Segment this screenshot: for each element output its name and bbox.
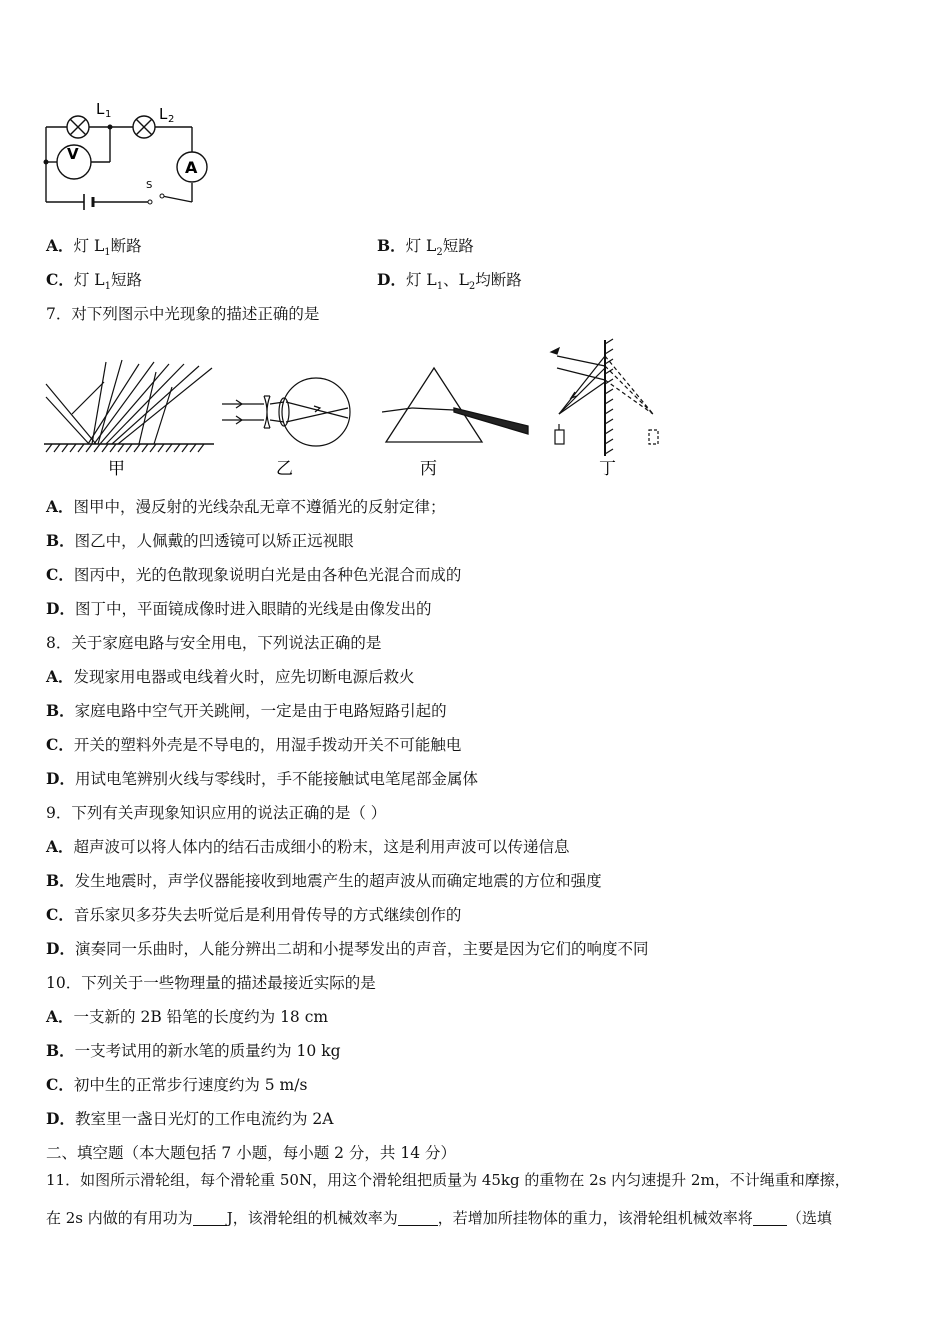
fig-caption-yi: 乙 [276, 459, 293, 479]
q9-option-c: C．音乐家贝多芬失去听觉后是利用骨传导的方式继续创作的 [46, 905, 462, 924]
ammeter-label: A [185, 158, 198, 177]
switch-label: S [146, 180, 153, 191]
q8-option-d: D．用试电笔辨别火线与零线时，手不能接触试电笔尾部金属体 [46, 769, 478, 788]
fig-caption-bing: 丙 [420, 459, 437, 479]
lamp-l2-label: L [159, 105, 168, 123]
q9-option-b: B．发生地震时，声学仪器能接收到地震产生的超声波从而确定地震的方位和强度 [46, 871, 602, 890]
q8-option-b: B．家庭电路中空气开关跳闸，一定是由于电路短路引起的 [46, 701, 447, 720]
q8-stem: 8．关于家庭电路与安全用电，下列说法正确的是 [46, 634, 382, 652]
section-title: 二、填空题（本大题包括 7 小题，每小题 2 分，共 14 分） [46, 1144, 457, 1162]
fig-caption-ding: 丁 [599, 459, 616, 479]
q7-option-c: C．图丙中，光的色散现象说明白光是由各种色光混合而成的 [46, 565, 462, 584]
q7-option-a: A．图甲中，漫反射的光线杂乱无章不遵循光的反射定律； [46, 497, 446, 516]
blank-efficiency-change[interactable] [753, 1209, 787, 1226]
q11-line1: 11．如图所示滑轮组，每个滑轮重 50N，用这个滑轮组把质量为 45kg 的重物在 2s 内匀速提升 2m，不计绳重和摩擦， [46, 1171, 850, 1189]
q9-option-a: A．超声波可以将人体内的结石击成细小的粉末，这是利用声波可以传递信息 [46, 837, 570, 856]
circuit-diagram [40, 100, 220, 215]
q6-option-d: D．灯 $L_1$、$L_2$均断路 [377, 270, 522, 293]
q9-option-d: D．演奏同一乐曲时，人能分辨出二胡和小提琴发出的声音，主要是因为它们的响度不同 [46, 939, 649, 958]
q10-option-a: A．一支新的 2B 铅笔的长度约为 18 cm [46, 1007, 329, 1026]
q7-stem: 7．对下列图示中光现象的描述正确的是 [46, 305, 320, 323]
q10-option-d: D．教室里一盏日光灯的工作电流约为 2A [46, 1109, 334, 1128]
figure-bing-prism [382, 352, 532, 482]
figure-ding-plane-mirror [545, 338, 665, 483]
lamp-l1-sub: 1 [105, 109, 112, 120]
blank-useful-work[interactable] [193, 1209, 227, 1226]
q9-stem: 9．下列有关声现象知识应用的说法正确的是（ ） [46, 804, 387, 822]
figure-yi-eye-lens [218, 352, 358, 482]
q10-stem: 10．下列关于一些物理量的描述最接近实际的是 [46, 974, 376, 992]
voltmeter-label: V [67, 145, 79, 163]
lamp-l1-label: L [96, 100, 105, 118]
q6-option-c: C．灯 $L_1$短路 [46, 270, 142, 293]
blank-efficiency[interactable] [398, 1209, 438, 1226]
q8-option-c: C．开关的塑料外壳是不导电的，用湿手拨动开关不可能触电 [46, 735, 462, 754]
q6-option-b: B．灯 $L_2$短路 [377, 236, 474, 259]
q8-option-a: A．发现家用电器或电线着火时，应先切断电源后救火 [46, 667, 415, 686]
q6-option-a: A．灯 $L_1$断路 [46, 236, 142, 259]
q7-option-d: D．图丁中，平面镜成像时进入眼睛的光线是由像发出的 [46, 599, 432, 618]
fig-caption-jia: 甲 [108, 459, 125, 479]
figure-jia-diffuse-reflection [44, 352, 216, 482]
q7-option-b: B．图乙中，人佩戴的凹透镜可以矫正远视眼 [46, 531, 354, 550]
q10-option-c: C．初中生的正常步行速度约为 5 m/s [46, 1075, 308, 1094]
q11-line2: 在 2s 内做的有用功为 J，该滑轮组的机械效率为 ，若增加所挂物体的重力，该滑轮组机械效率将 （选填 [46, 1209, 832, 1227]
lamp-l2-sub: 2 [168, 114, 175, 125]
q10-option-b: B．一支考试用的新水笔的质量约为 10 kg [46, 1041, 341, 1060]
